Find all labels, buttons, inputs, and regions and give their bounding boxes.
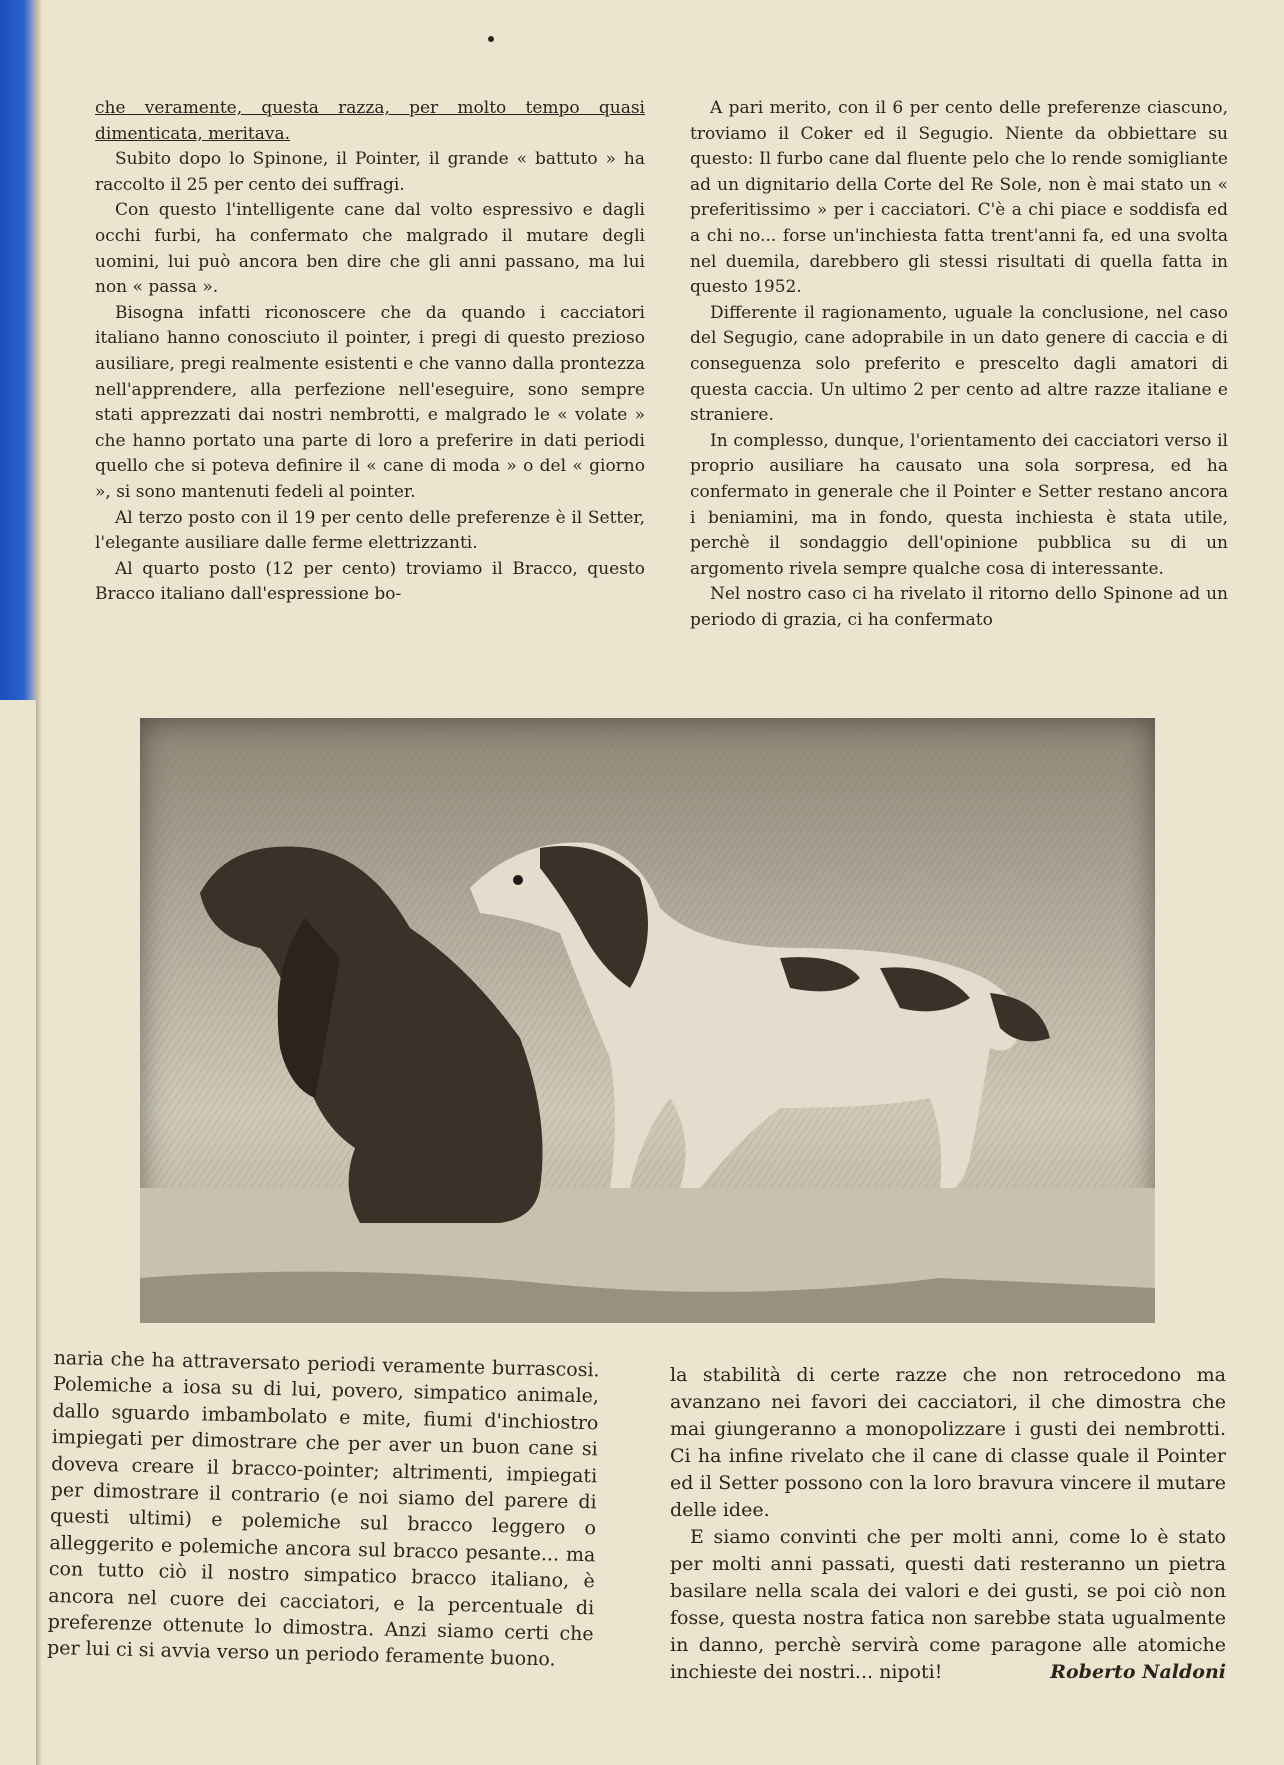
paragraph: naria che ha attraversato periodi veramente burrascosi. Polemiche a iosa su di lui, povero, simpatico animale, dallo sguardo imbambolato e mite, fiumi d'inchiostro impiegati per dimostrare che per aver un buon cane si doveva creare il bracco-pointer; altrimenti, impiegati per dimostrare il contrario (e noi siamo del parere di questi ultimi) e polemiche sul bracco leggero o alleggerito e polemiche ancora sul bracco pesante... ma con tutto ciò il nostro simpatico bracco italiano, è ancora nel cuore dei cacciatori, e la percentuale di preferenze ottenute lo dimostra. Anzi siamo certi che per lui ci si avvia verso un periodo feramente buono. [46, 1346, 600, 1671]
paragraph: Bisogna infatti riconoscere che da quando i cacciatori italiano hanno conosciuto il pointer, i pregi di questo prezioso ausiliare, pregi realmente esistenti e che vanno dalla prontezza nell'apprendere, alla perfezione nell'eseguire, sono sempre stati apprezzati dai nostri nembrotti, e malgrado le « volate » che hanno portato una parte di loro a preferire in dati periodi quello che si poteva definire il « cane di moda » o del « giorno », si sono mantenuti fedeli al pointer. [95, 302, 645, 502]
dogs-illustration [140, 718, 1155, 1323]
paragraph: la stabilità di certe razze che non retrocedono ma avanzano nei favori dei cacciatori, il che dimostra che mai giungeranno a monopolizzare i gusti dei nembrotti. Ci ha infine rivelato che il cane di classe quale il Pointer ed il Setter possono con la loro bravura vincere il mutare delle idee. [670, 1364, 1226, 1521]
paragraph: A pari merito, con il 6 per cento delle preferenze ciascuno, troviamo il Coker ed il Segugio. Niente da obbiettare su questo: Il furbo cane dal fluente pelo che lo rende somigliante ad un dignitario della Corte del Re Sole, non è mai stato un « preferitissimo » per i cacciatori. C'è a chi piace e soddisfa ed a chi no... forse un'inchiesta fatta trent'anni fa, ed una svolta nel duemila, darebbero gli stessi risultati di quella fatta in questo 1952. [690, 98, 1228, 298]
page-mark [488, 36, 494, 42]
paragraph: Al terzo posto con il 19 per cento delle preferenze è il Setter, l'elegante ausiliare dalle ferme elettrizzanti. [95, 507, 645, 554]
column-right-top [690, 96, 1228, 633]
paragraph: che veramente, questa razza, per molto tempo quasi dimenticata, meritava. [95, 98, 645, 144]
column-left-bottom [47, 1345, 600, 1674]
paragraph: In complesso, dunque, l'orientamento dei cacciatori verso il proprio ausiliare ha causato una sola sorpresa, ed ha confermato in generale che il Pointer e Setter restano ancora i beniamini, ma in fondo, questa inchiesta è stata utile, perchè il sondaggio dell'opinione pubblica su di un argomento rivela sempre qualche cosa di interessante. [690, 430, 1228, 579]
column-right-bottom [670, 1362, 1226, 1686]
background-edge [0, 0, 40, 700]
paragraph: Differente il ragionamento, uguale la conclusione, nel caso del Segugio, cane adoprabile in un dato genere di caccia e di conseguenza solo preferito e prescelto dagli amatori di questa caccia. Un ultimo 2 per cento ad altre razze italiane e straniere. [690, 302, 1228, 426]
column-left-top [95, 96, 645, 608]
paragraph: Con questo l'intelligente cane dal volto espressivo e dagli occhi furbi, ha confermato che malgrado il mutare degli uomini, lui può ancora ben dire che gli anni passano, ma lui non « passa ». [95, 200, 645, 298]
paragraph: Nel nostro caso ci ha rivelato il ritorno dello Spinone ad un periodo di grazia, ci ha confermato [690, 584, 1228, 630]
paragraph: Subito dopo lo Spinone, il Pointer, il grande « battuto » ha raccolto il 25 per cento dei suffragi. [95, 149, 645, 195]
page-edge [36, 0, 42, 1765]
paragraph: E siamo convinti che per molti anni, come lo è stato per molti anni passati, questi dati resteranno un pietra basilare nella scala dei valori e dei gusti, se poi ciò non fosse, questa nostra fatica non sarebbe stata ugualmente in danno, perchè servirà come paragone alle atomiche inchieste dei nostri... nipoti! [670, 1526, 1226, 1683]
paragraph: Al quarto posto (12 per cento) troviamo il Bracco, questo Bracco italiano dall'espressione bo- [95, 558, 645, 605]
author-signature: Roberto Naldoni [1050, 1661, 1226, 1683]
